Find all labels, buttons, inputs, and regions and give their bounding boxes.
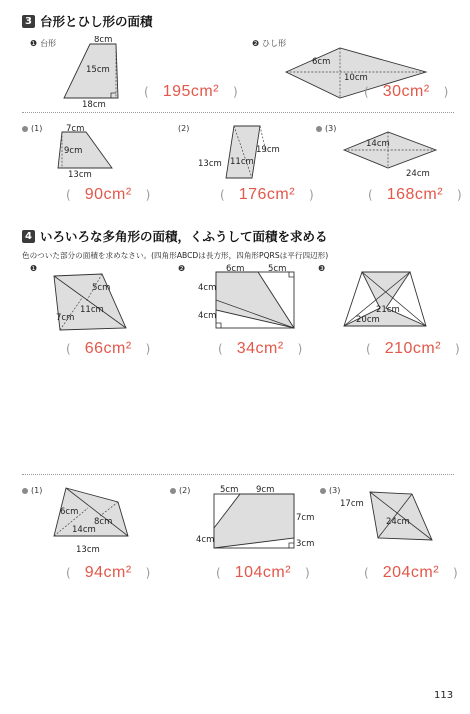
answer-value: 204cm²: [382, 564, 440, 581]
dot-icon: [316, 126, 322, 132]
length-label: 13cm: [198, 159, 222, 169]
answer-6: ( 66cm² ): [66, 340, 151, 357]
section-title: 台形とひし形の面積: [40, 14, 153, 29]
problem-marker-q2: [178, 124, 189, 133]
answer-11: ( 204cm² ): [364, 564, 458, 581]
problem-number: (2): [179, 486, 191, 495]
answer-value: 90cm²: [84, 186, 132, 203]
rhombus-shape: [344, 132, 436, 168]
length-label: 11cm: [230, 157, 254, 167]
length-label: 18cm: [82, 100, 106, 108]
answer-8: ( 210cm² ): [366, 340, 460, 357]
answer-value: 94cm²: [84, 564, 132, 581]
dot-icon: [22, 488, 28, 494]
length-label: 20cm: [356, 315, 380, 325]
problem-marker-4a: [30, 264, 37, 273]
section-title: いろいろな多角形の面積，くふうして面積を求める: [40, 229, 328, 244]
length-label: 4cm: [198, 311, 217, 321]
length-label: 14cm: [72, 525, 96, 535]
length-label: 13cm: [76, 545, 100, 555]
length-label: 7cm: [56, 313, 75, 323]
dot-icon: [170, 488, 176, 494]
answer-9: ( 94cm² ): [66, 564, 151, 581]
rectangle-figure: [196, 264, 306, 336]
length-label: 8cm: [94, 36, 113, 45]
problem-number: ❷: [178, 264, 186, 273]
rhombus-figure-2: [340, 128, 440, 180]
page-number: 113: [434, 690, 454, 701]
answer-1: ( 195cm² ): [144, 83, 238, 100]
length-label: 7cm: [66, 124, 85, 134]
problem-label: 台形: [40, 39, 57, 48]
section-3-header: [22, 12, 153, 30]
problem-marker-1: [30, 38, 56, 49]
quadrilateral-figure-2: [44, 482, 134, 556]
answer-value: 104cm²: [234, 564, 292, 581]
section-4-header: [22, 227, 328, 245]
problem-number: ❶: [30, 39, 38, 48]
answer-2: ( 30cm² ): [364, 83, 449, 100]
length-label: 9cm: [64, 146, 83, 156]
length-label: 6cm: [312, 57, 331, 67]
length-label: 14cm: [366, 139, 390, 149]
length-label: 15cm: [86, 65, 110, 75]
length-label: 10cm: [344, 73, 368, 83]
problem-marker-q4: [22, 486, 42, 495]
section-number: 3: [22, 15, 35, 28]
parallelogram-figure: [194, 122, 294, 182]
quadrilateral-figure: [46, 272, 136, 334]
problem-number: ❷: [252, 39, 260, 48]
answer-value: 30cm²: [382, 83, 430, 100]
length-label: 5cm: [92, 283, 111, 293]
length-label: 13cm: [68, 170, 92, 180]
problem-number: (2): [178, 124, 190, 133]
length-label: 24cm: [386, 517, 410, 527]
problem-label: ひし形: [262, 39, 287, 48]
length-label: 8cm: [94, 517, 113, 527]
trapezoid-figure-1: [52, 122, 122, 180]
answer-value: 34cm²: [236, 340, 284, 357]
problem-number: (1): [31, 124, 43, 133]
length-label: 4cm: [198, 283, 217, 293]
problem-marker-q3: [316, 124, 336, 133]
divider: [22, 474, 454, 475]
problem-number: (1): [31, 486, 43, 495]
parallelogram-figure-2: [334, 268, 434, 332]
answer-3: ( 90cm² ): [66, 186, 151, 203]
answer-4: ( 176cm² ): [220, 186, 314, 203]
length-label: 4cm: [196, 535, 215, 545]
problem-number: (3): [325, 124, 337, 133]
answer-value: 176cm²: [238, 186, 296, 203]
length-label: 19cm: [256, 145, 280, 155]
length-label: 21cm: [376, 305, 400, 315]
length-label: 3cm: [296, 539, 315, 549]
answer-value: 168cm²: [386, 186, 444, 203]
instruction-text: 色のついた部分の面積を求めなさい。(四角形ABCDは長方形，四角形PQRSは平行四辺形): [22, 251, 329, 260]
problem-number: ❶: [30, 264, 38, 273]
length-label: 5cm: [220, 485, 239, 495]
length-label: 7cm: [296, 513, 315, 523]
trapezoid-figure: [60, 36, 140, 108]
length-label: 11cm: [80, 305, 104, 315]
length-label: 5cm: [268, 264, 287, 274]
answer-5: ( 168cm² ): [368, 186, 462, 203]
problem-marker-q1: [22, 124, 42, 133]
length-label: 24cm: [406, 169, 430, 179]
quadrilateral-figure-3: [340, 488, 436, 550]
length-label: 6cm: [60, 507, 79, 517]
rectangle-figure-2: [194, 484, 322, 556]
parallelogram-shape: [226, 126, 260, 178]
problem-number: (3): [329, 486, 341, 495]
length-label: 9cm: [256, 485, 275, 495]
answer-10: ( 104cm² ): [216, 564, 310, 581]
length-label: 17cm: [340, 499, 364, 509]
problem-marker-4c: [318, 264, 325, 273]
section-number: 4: [22, 230, 35, 243]
dot-icon: [22, 126, 28, 132]
problem-marker-4b: [178, 264, 185, 273]
length-label: 6cm: [226, 264, 245, 274]
answer-7: ( 34cm² ): [218, 340, 303, 357]
divider: [22, 112, 454, 113]
problem-marker-q6: [320, 486, 340, 495]
answer-value: 66cm²: [84, 340, 132, 357]
answer-value: 195cm²: [162, 83, 220, 100]
problem-marker-q5: [170, 486, 190, 495]
answer-value: 210cm²: [384, 340, 442, 357]
problem-number: ❸: [318, 264, 326, 273]
